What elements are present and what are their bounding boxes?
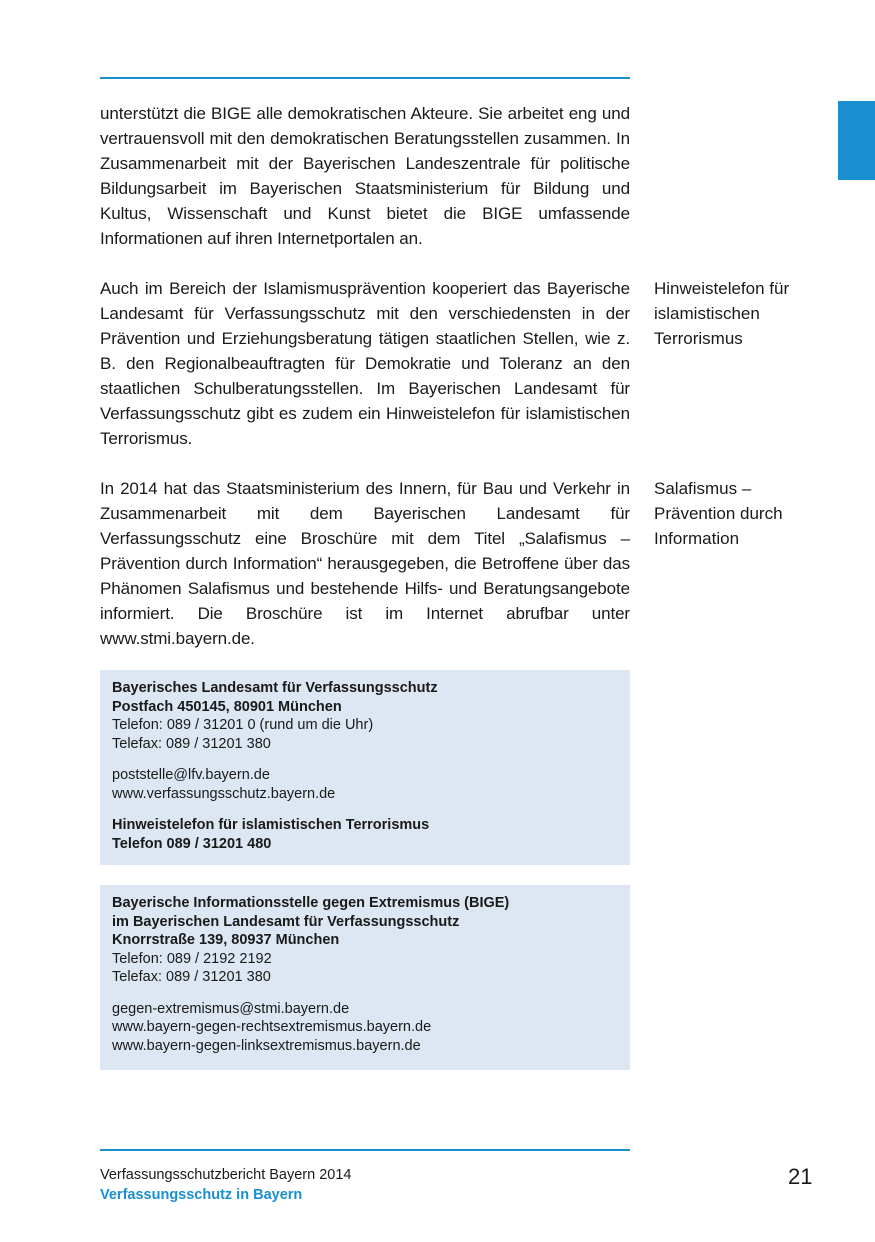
paragraph-bige-cooperation: unterstützt die BIGE alle demokratischen Akteure. Sie arbeitet eng und vertrauensvoll mit den demokratischen Beratungsstellen zusammen. In Zusammenarbeit mit der Bayerischen Landeszentrale für politische Bildungsarbeit im Bayerischen Staatsministerium für Bildung und Kultus, Wissenschaft und Kunst bietet die BIGE umfassende Informationen auf ihren Internetportalen an. — [100, 104, 630, 248]
contact-box-bige-phone: Telefon: 089 / 2192 2192 — [112, 950, 272, 967]
contact-box-lfv-hotline-title: Hinweistelefon für islamistischen Terrorismus — [112, 817, 430, 833]
top-divider — [100, 77, 630, 79]
contact-box-bige-fax: Telefax: 089 / 31201 380 — [112, 969, 271, 985]
contact-box-bige-name: Bayerische Informationsstelle gegen Extremismus (BIGE) — [112, 895, 510, 911]
contact-box-bige-web-1[interactable]: www.bayern-gegen-rechtsextremismus.bayern.de — [112, 1019, 432, 1035]
footer-subtitle: Verfassungsschutz in Bayern — [100, 1187, 303, 1203]
contact-box-lfv — [100, 670, 630, 865]
bottom-divider — [100, 1149, 630, 1151]
contact-box-bige-email[interactable]: gegen-extremismus@stmi.bayern.de — [112, 1000, 350, 1017]
contact-box-lfv-fax: Telefax: 089 / 31201 380 — [112, 735, 271, 752]
margin-note-salafism: Salafismus – Prävention durch Information — [654, 479, 783, 548]
contact-box-bige-name-2: im Bayerischen Landesamt für Verfassungsschutz — [112, 913, 460, 930]
contact-box-bige — [100, 885, 630, 1070]
footer-title: Verfassungsschutzbericht Bayern 2014 — [100, 1167, 352, 1183]
contact-box-lfv-web[interactable]: www.verfassungsschutz.bayern.de — [112, 785, 336, 802]
paragraph-salafism-brochure: In 2014 hat das Staatsministerium des Innern, für Bau und Verkehr in Zusammenarbeit mit dem Bayerischen Landesamt für Verfassungsschutz eine Broschüre mit dem Titel „Salafismus – Prävention durch Information“ herausgegeben, die Betroffene über das Phänomen Salafismus und bestehende Hilfs- und Beratungsangebote informiert. Die Broschüre ist im Internet abrufbar unter www.stmi.bayern.de. — [100, 479, 630, 648]
contact-box-lfv-hotline-phone: Telefon 089 / 31201 480 — [112, 835, 272, 852]
contact-box-lfv-name: Bayerisches Landesamt für Verfassungsschutz — [112, 680, 438, 696]
contact-box-lfv-email[interactable]: poststelle@lfv.bayern.de — [112, 767, 270, 783]
paragraph-islamism-prevention: Auch im Bereich der Islamismusprävention kooperiert das Bayerische Landesamt für Verfassungsschutz mit den verschiedensten in der Prävention und Erziehungsberatung tätigen staatlichen Stellen, wie z. B. den Regionalbeauftragten für Demokratie und Toleranz an den staatlichen Schulberatungsstellen. Im Bayerischen Landesamt für Verfassungsschutz gibt es zudem ein Hinweistelefon für islamistischen Terrorismus. — [100, 279, 630, 448]
contact-box-bige-web-2[interactable]: www.bayern-gegen-linksextremismus.bayern.de — [112, 1037, 421, 1054]
page-number: 21 — [788, 1164, 813, 1189]
margin-note-hotline: Hinweistelefon für islamistischen Terrorismus — [654, 279, 790, 348]
contact-box-lfv-phone: Telefon: 089 / 31201 0 (rund um die Uhr) — [112, 717, 374, 733]
chapter-tab-marker — [838, 101, 875, 180]
contact-box-bige-address: Knorrstraße 139, 80937 München — [112, 932, 340, 948]
contact-box-lfv-address: Postfach 450145, 80901 München — [112, 698, 342, 715]
